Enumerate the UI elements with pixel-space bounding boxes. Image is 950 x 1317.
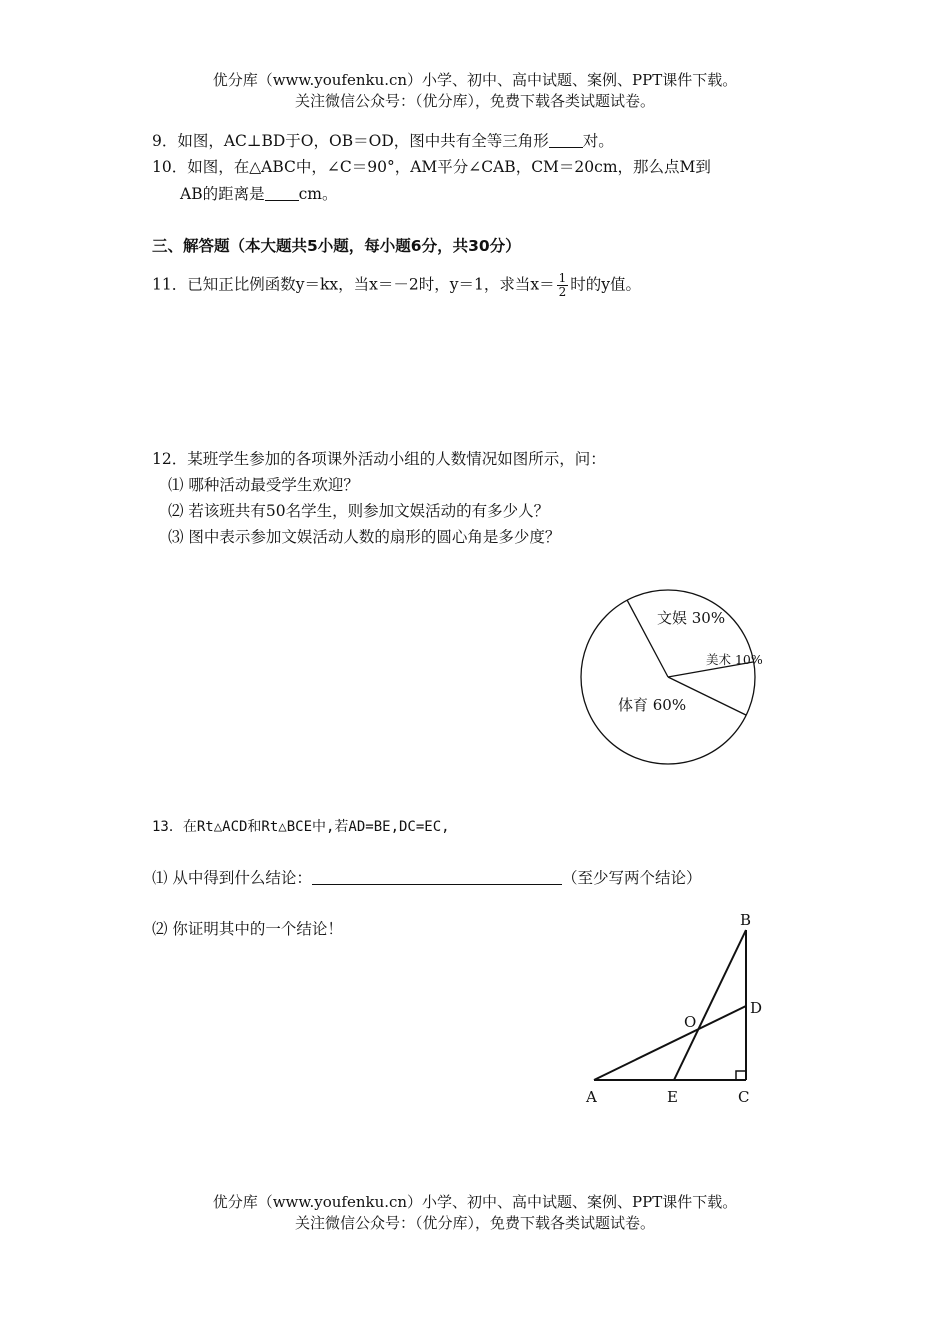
q11-pre: 11．已知正比例函数y＝kx，当x＝－2时，y＝1，求当x＝ bbox=[152, 275, 555, 294]
label-B: B bbox=[740, 911, 752, 929]
q13-sub1-post: （至少写两个结论） bbox=[561, 869, 702, 887]
label-E: E bbox=[667, 1088, 678, 1106]
page-header bbox=[0, 70, 950, 112]
q10-answer-blank[interactable] bbox=[265, 184, 299, 201]
label-D: D bbox=[750, 999, 763, 1017]
question-13-stem: 13．在Rt△ACD和Rt△BCE中,若AD=BE,DC=EC, bbox=[152, 819, 450, 835]
header-line-1: 优分库（www.youfenku.cn）小学、初中、高中试题、案例、PPT课件下载。 bbox=[212, 71, 738, 89]
q13-conclusion-blank[interactable] bbox=[312, 868, 562, 885]
question-12-sub-1: ⑴ 哪种活动最受学生欢迎？ bbox=[168, 476, 359, 494]
section-3-title: 三、解答题（本大题共5小题，每小题6分，共30分） bbox=[152, 237, 521, 255]
label-A: A bbox=[586, 1088, 597, 1106]
q10-pre: AB的距离是 bbox=[180, 185, 265, 203]
header-line-2: 关注微信公众号：（优分库），免费下载各类试题试卷。 bbox=[294, 92, 655, 110]
question-12-stem: 12．某班学生参加的各项课外活动小组的人数情况如图所示，问： bbox=[152, 450, 606, 468]
page-footer bbox=[0, 1192, 950, 1234]
segment-AD bbox=[594, 1006, 746, 1080]
question-13-sub-1 bbox=[152, 866, 701, 890]
fraction-denominator: 2 bbox=[558, 285, 567, 299]
question-12-sub-2: ⑵ 若该班共有50名学生，则参加文娱活动的有多少人？ bbox=[168, 502, 550, 520]
question-9 bbox=[152, 129, 614, 153]
question-10-line-1: 10．如图，在△ABC中，∠C＝90°，AM平分∠CAB，CM＝20cm，那么点M到 bbox=[152, 158, 711, 176]
q9-answer-blank[interactable] bbox=[549, 131, 583, 148]
question-11 bbox=[152, 272, 641, 299]
fraction-one-half bbox=[557, 272, 569, 299]
label-O: O bbox=[684, 1013, 697, 1031]
geometry-figure-13 bbox=[580, 905, 770, 1110]
pie-label-tiyu: 体育 60% bbox=[618, 696, 687, 714]
footer-line-1: 优分库（www.youfenku.cn）小学、初中、高中试题、案例、PPT课件下载。 bbox=[212, 1193, 738, 1211]
right-angle-mark bbox=[736, 1071, 746, 1080]
q11-post: 时的y值。 bbox=[570, 275, 641, 294]
question-13-sub-2: ⑵ 你证明其中的一个结论！ bbox=[152, 920, 343, 938]
q10-post: cm。 bbox=[298, 185, 338, 203]
label-C: C bbox=[738, 1088, 750, 1106]
pie-label-meishu: 美术 10% bbox=[706, 652, 763, 667]
question-12-sub-3: ⑶ 图中表示参加文娱活动人数的扇形的圆心角是多少度？ bbox=[168, 528, 561, 546]
q9-tail: 对。 bbox=[582, 132, 614, 150]
pie-label-wenyu: 文娱 30% bbox=[657, 609, 726, 627]
fraction-numerator: 1 bbox=[558, 271, 567, 285]
q13-sub1-pre: ⑴ 从中得到什么结论： bbox=[152, 869, 312, 887]
question-10-line-2 bbox=[180, 182, 337, 206]
q9-text: 9．如图，AC⊥BD于O，OB＝OD，图中共有全等三角形 bbox=[152, 132, 549, 150]
activity-pie-chart bbox=[570, 565, 770, 775]
footer-line-2: 关注微信公众号：（优分库），免费下载各类试题试卷。 bbox=[294, 1214, 655, 1232]
segment-EB bbox=[674, 930, 746, 1080]
